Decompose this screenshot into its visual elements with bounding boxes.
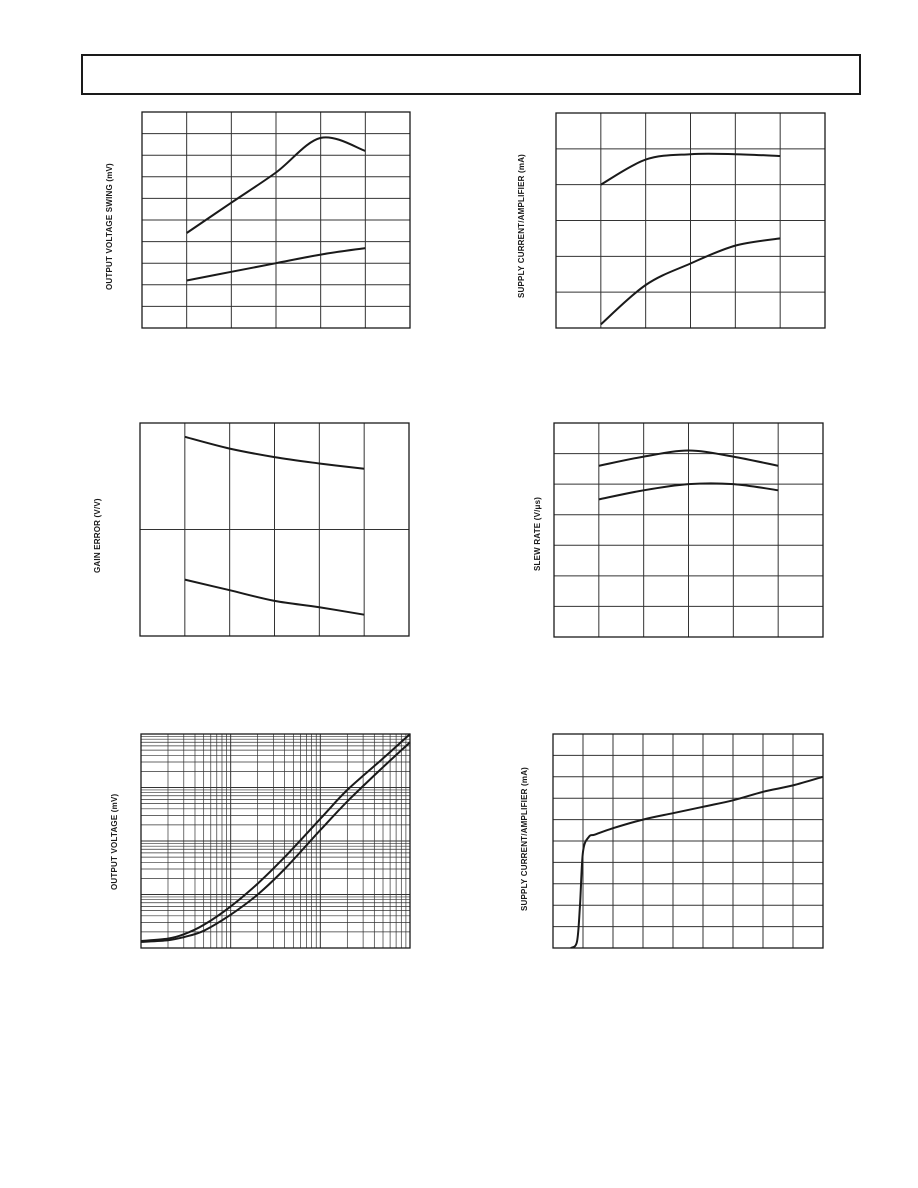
chart-4-ylabel: SLEW RATE (V/μs) <box>533 496 542 571</box>
chart-3-ylabel: GAIN ERROR (V/V) <box>93 498 102 573</box>
chart-1-svg <box>142 112 410 328</box>
chart-5-series-2-line <box>141 742 410 942</box>
chart-4-grid <box>554 423 823 637</box>
chart-5-ylabel: OUTPUT VOLTAGE (mV) <box>110 793 119 890</box>
chart-2-ylabel: SUPPLY CURRENT/AMPLIFIER (mA) <box>517 153 526 298</box>
chart-1-grid <box>142 112 410 328</box>
chart-2-svg <box>556 113 825 328</box>
chart-6-ylabel: SUPPLY CURRENT/AMPLIFIER (mA) <box>520 766 529 911</box>
chart-4 <box>533 423 823 637</box>
chart-4-svg <box>554 423 823 637</box>
chart-5-series-1-line <box>141 734 410 941</box>
chart-3-grid <box>140 423 409 636</box>
chart-3-svg <box>140 423 409 636</box>
chart-5-svg <box>141 734 410 948</box>
chart-3 <box>93 423 409 636</box>
page-header-box <box>81 54 861 95</box>
chart-1 <box>105 112 410 328</box>
chart-5-grid <box>141 734 410 948</box>
chart-6-grid <box>553 734 823 948</box>
chart-6-svg <box>553 734 823 948</box>
chart-6 <box>520 734 823 948</box>
chart-2-grid <box>556 113 825 328</box>
chart-5 <box>110 734 410 948</box>
chart-1-ylabel: OUTPUT VOLTAGE SWING (mV) <box>105 163 114 290</box>
chart-2 <box>517 113 825 328</box>
